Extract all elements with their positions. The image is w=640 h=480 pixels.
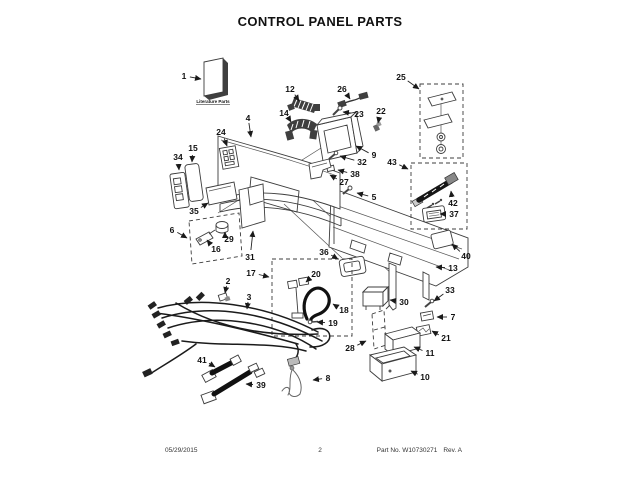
svg-text:42: 42 xyxy=(448,198,458,208)
ribbon-cable-12-shape xyxy=(287,98,320,113)
part-callout-20 xyxy=(306,269,321,282)
svg-text:41: 41 xyxy=(197,355,207,365)
part-22-shape xyxy=(373,121,382,131)
part-callout-29 xyxy=(224,232,234,244)
svg-text:21: 21 xyxy=(441,333,451,343)
part-callout-22 xyxy=(376,106,386,123)
literature-booklet-shape xyxy=(196,58,230,105)
svg-text:9: 9 xyxy=(371,150,377,160)
svg-text:32: 32 xyxy=(357,157,367,167)
part-callout-4 xyxy=(246,113,251,137)
svg-text:6: 6 xyxy=(169,225,175,235)
svg-text:1: 1 xyxy=(181,71,187,81)
dashed-box-43 xyxy=(411,163,467,229)
ghost-bracket-28-shape xyxy=(372,310,386,349)
svg-text:25: 25 xyxy=(396,72,406,82)
part-callout-18 xyxy=(333,304,349,315)
svg-text:27: 27 xyxy=(339,177,349,187)
svg-text:30: 30 xyxy=(399,297,409,307)
dashed-box-6 xyxy=(189,213,242,264)
footer-part-info xyxy=(371,447,462,454)
svg-text:40: 40 xyxy=(461,251,471,261)
part-callout-1 xyxy=(182,71,201,81)
part-callout-35 xyxy=(189,203,208,216)
part-callout-28 xyxy=(345,341,366,353)
part-callout-25 xyxy=(396,72,419,89)
part-callout-6 xyxy=(170,225,187,238)
footer-date: 05/29/2015 xyxy=(165,447,198,454)
svg-text:23: 23 xyxy=(354,109,364,119)
svg-text:20: 20 xyxy=(311,269,321,279)
footer-page-number: 2 xyxy=(318,447,322,454)
svg-text:31: 31 xyxy=(245,252,255,262)
svg-text:33: 33 xyxy=(445,285,455,295)
part-callout-32 xyxy=(340,156,367,167)
part-callout-8 xyxy=(313,373,331,383)
svg-text:2: 2 xyxy=(225,276,231,286)
svg-text:3: 3 xyxy=(246,292,252,302)
part-callout-31 xyxy=(245,231,255,262)
svg-text:16: 16 xyxy=(211,244,221,254)
svg-text:36: 36 xyxy=(319,247,329,257)
part-callout-34 xyxy=(173,152,183,170)
literature-parts-label: Literature Parts xyxy=(196,99,230,104)
svg-text:37: 37 xyxy=(449,209,459,219)
part-callout-26 xyxy=(337,84,350,99)
svg-text:38: 38 xyxy=(350,169,360,179)
svg-text:39: 39 xyxy=(256,380,266,390)
footer-revision: Rev. A xyxy=(443,447,462,454)
part-callout-15 xyxy=(188,143,198,162)
svg-text:34: 34 xyxy=(173,152,183,162)
part-callout-11 xyxy=(414,347,435,358)
svg-text:10: 10 xyxy=(420,372,430,382)
wire-8-shape xyxy=(282,366,301,397)
part-callout-2 xyxy=(225,276,231,293)
footer-part-number: Part No. W10730271 xyxy=(376,447,438,454)
display-housing-shape xyxy=(317,112,363,161)
svg-text:26: 26 xyxy=(337,84,347,94)
cable-26-shape xyxy=(337,92,368,108)
svg-text:43: 43 xyxy=(387,157,397,167)
wire-harness-shape xyxy=(142,292,330,378)
svg-text:17: 17 xyxy=(246,268,256,278)
part-callout-7 xyxy=(437,312,456,322)
part-callout-19 xyxy=(317,318,338,328)
svg-text:13: 13 xyxy=(448,263,458,273)
svg-text:24: 24 xyxy=(216,127,226,137)
svg-text:22: 22 xyxy=(376,106,386,116)
svg-text:35: 35 xyxy=(189,206,199,216)
screw-23-shape xyxy=(333,106,342,115)
clip-7-shape xyxy=(420,311,433,321)
part-callout-12 xyxy=(285,84,299,101)
part-callout-43 xyxy=(387,157,408,169)
bracket-30-shape xyxy=(363,287,388,310)
part-callout-33 xyxy=(434,285,455,301)
svg-text:29: 29 xyxy=(224,234,234,244)
svg-text:15: 15 xyxy=(188,143,198,153)
svg-text:7: 7 xyxy=(450,312,456,322)
svg-text:11: 11 xyxy=(425,348,435,358)
svg-text:4: 4 xyxy=(245,113,251,123)
part-callout-42 xyxy=(448,191,458,208)
part-callout-10 xyxy=(411,371,430,382)
svg-text:8: 8 xyxy=(325,373,331,383)
svg-text:12: 12 xyxy=(285,84,295,94)
part-callout-41 xyxy=(197,355,215,367)
svg-text:28: 28 xyxy=(345,343,355,353)
clip-2-shape xyxy=(218,293,230,302)
svg-text:18: 18 xyxy=(339,305,349,315)
part-callout-16 xyxy=(207,240,221,254)
tray-10-shape xyxy=(370,347,416,381)
svg-text:19: 19 xyxy=(328,318,338,328)
svg-text:5: 5 xyxy=(371,192,377,202)
board-24-shape xyxy=(219,146,238,169)
part-callout-39 xyxy=(246,380,266,390)
bracket-14-shape xyxy=(285,119,317,141)
screw-5-shape xyxy=(343,186,352,194)
part-callout-17 xyxy=(246,268,269,278)
bracket-31-shape xyxy=(239,184,265,228)
svg-text:14: 14 xyxy=(279,108,289,118)
page-title: CONTROL PANEL PARTS xyxy=(237,14,403,29)
dashed-box-25 xyxy=(420,84,463,158)
part-callout-3 xyxy=(247,292,252,309)
part-callout-21 xyxy=(432,331,451,343)
cable-39-shape xyxy=(201,363,265,404)
